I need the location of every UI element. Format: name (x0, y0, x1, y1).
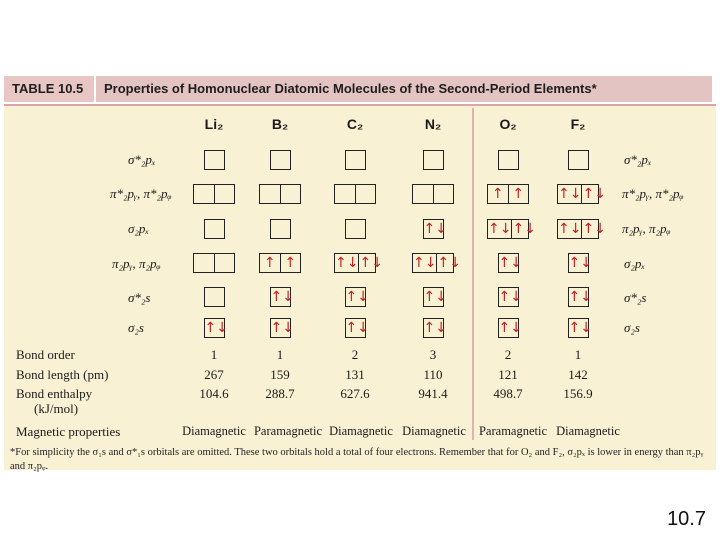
left-orbital-label: σ₂pₓ (128, 221, 150, 236)
right-orbital-label: σ₂pₓ (624, 256, 646, 271)
electron-pair: ↑↓ (423, 320, 447, 336)
col-head-b2: B₂ (271, 116, 289, 132)
magnetic-value: Diamagnetic (402, 424, 466, 438)
magnetic-value: Diamagnetic (182, 424, 246, 438)
electron-pair: ↑↓ (423, 221, 447, 237)
header-divider (4, 104, 716, 106)
orbital-box (345, 150, 366, 170)
magnetic-value: Diamagnetic (329, 424, 393, 438)
right-orbital-label: σ₂s (624, 320, 640, 335)
electron-pair: ↑↓ (498, 320, 522, 336)
bond-order-value: 1 (574, 347, 582, 362)
magnetic-value: Paramagnetic (478, 424, 548, 438)
electron-pair: ↑↓ (568, 255, 592, 271)
bond-enthalpy-value: 288.7 (265, 386, 295, 401)
left-orbital-label: σ₂s (128, 320, 144, 335)
orbital-box (204, 219, 225, 239)
electron-pair: ↑↓ (345, 320, 369, 336)
electron-pair (569, 151, 588, 169)
orbital-box (345, 318, 369, 338)
electron-pair (194, 254, 215, 272)
electron-pair: ↑↓ (359, 255, 383, 271)
orbital-box (270, 287, 294, 307)
bond-enthalpy-value: 104.6 (199, 386, 229, 401)
bond-order-value: 2 (504, 347, 512, 362)
electron-pair (215, 254, 235, 272)
magnetic-value: Paramagnetic (253, 424, 323, 438)
electron-pair: ↑↓ (558, 221, 582, 237)
col-head-n2: N₂ (424, 116, 442, 132)
orbital-box (345, 219, 366, 239)
orbital-box (423, 287, 447, 307)
bond-enthalpy-label: Bond enthalpy (16, 386, 93, 401)
orbital-box (498, 318, 522, 338)
electron-pair (205, 151, 224, 169)
electron-pair (335, 185, 356, 203)
orbital-box (498, 150, 519, 170)
electron-pair (346, 220, 365, 238)
right-orbital-label: σ*₂s (624, 290, 647, 305)
electron-pair: ↑↓ (498, 255, 522, 271)
bond-order-value: 1 (276, 347, 284, 362)
bond-length-value: 267 (204, 367, 224, 382)
electron-pair: ↑↓ (204, 320, 228, 336)
electron-pair (281, 185, 301, 203)
orbital-box (423, 318, 447, 338)
col-head-c2: C₂ (346, 116, 364, 132)
bond-enthalpy-value: 498.7 (493, 386, 523, 401)
orbital-box (498, 287, 522, 307)
bond-enthalpy-value: 627.6 (340, 386, 370, 401)
orbital-box (487, 184, 529, 204)
bond-order-label: Bond order (16, 347, 75, 362)
electron-pair: ↑↓ (270, 320, 294, 336)
electron-pair (215, 185, 235, 203)
right-orbital-label: π₂pᵧ, π₂pᵩ (622, 221, 671, 236)
orbital-box (568, 253, 592, 273)
orbital-box (412, 184, 454, 204)
bond-order-value: 3 (429, 347, 437, 362)
electron-pair (413, 185, 434, 203)
col-head-o2: O₂ (499, 116, 517, 132)
electron-pair (434, 185, 454, 203)
right-orbital-label: π*₂pᵧ, π*₂pᵩ (622, 186, 684, 201)
col-head-f2: F₂ (570, 116, 586, 132)
bond-order-value: 1 (210, 347, 218, 362)
orbital-box (204, 287, 225, 307)
orbital-box (568, 287, 592, 307)
left-orbital-label: π*₂pᵧ, π*₂pᵩ (110, 186, 172, 201)
electron-pair: ↑↓ (437, 255, 461, 271)
electron-pair (356, 185, 376, 203)
orbital-box (423, 150, 444, 170)
electron-pair (346, 151, 365, 169)
orbital-box (270, 318, 294, 338)
bond-length-value: 159 (270, 367, 290, 382)
electron-pair: ↑ (512, 186, 525, 202)
electron-pair (271, 151, 290, 169)
electron-pair (194, 185, 215, 203)
orbital-box (487, 219, 536, 239)
electron-pair (499, 151, 518, 169)
orbital-box (345, 287, 369, 307)
table-title: Properties of Homonuclear Diatomic Molecules of the Second-Period Elements* (96, 76, 712, 102)
electron-pair: ↑ (488, 185, 509, 203)
electron-pair: ↑↓ (345, 289, 369, 305)
electron-pair: ↑↓ (498, 289, 522, 305)
electron-pair: ↑↓ (568, 289, 592, 305)
electron-pair: ↑↓ (568, 320, 592, 336)
orbital-box (498, 253, 522, 273)
electron-pair: ↑ (284, 255, 297, 271)
electron-pair: ↑↓ (582, 221, 606, 237)
slide-number: 10.7 (667, 508, 706, 530)
electron-pair (424, 151, 443, 169)
orbital-box (193, 253, 235, 273)
orbital-box (270, 219, 291, 239)
bond-order-value: 2 (351, 347, 359, 362)
bond-length-value: 131 (345, 367, 365, 382)
orbital-box (334, 253, 383, 273)
bond-length-value: 121 (498, 367, 518, 382)
orbital-box (270, 150, 291, 170)
electron-pair: ↑↓ (488, 221, 512, 237)
electron-pair: ↑↓ (413, 255, 437, 271)
electron-pair: ↑ (260, 254, 281, 272)
table-footnote: *For simplicity the σ₁s and σ*₁s orbitals are omitted. These two orbitals hold a total of four electrons. Remember that for O₂ and F₂, σ₂pₓ is lower in energy than π₂pᵧ and π₂pᵩ. (10, 447, 704, 472)
orbital-box (334, 184, 376, 204)
orbital-box (568, 318, 592, 338)
electron-pair: ↑↓ (270, 289, 294, 305)
electron-pair: ↑↓ (512, 221, 536, 237)
right-orbital-label: σ*₂pₓ (624, 152, 652, 167)
bond-length-value: 142 (568, 367, 588, 382)
bond-enthalpy-value: 941.4 (418, 386, 448, 401)
left-orbital-label: σ*₂pₓ (128, 152, 156, 167)
electron-pair: ↑↓ (335, 255, 359, 271)
col-head-li2: Li₂ (204, 116, 224, 132)
electron-pair (271, 220, 290, 238)
electron-pair: ↑↓ (582, 186, 606, 202)
orbital-box (193, 184, 235, 204)
orbital-box (204, 150, 225, 170)
bond-enthalpy-value: 156.9 (563, 386, 593, 401)
orbital-box (557, 219, 606, 239)
bond-length-value: 110 (423, 367, 443, 382)
bond-enthalpy-unit: (kJ/mol) (34, 401, 79, 416)
orbital-box (557, 184, 606, 204)
left-orbital-label: σ*₂s (128, 290, 151, 305)
orbital-box (423, 219, 447, 239)
bond-length-label: Bond length (pm) (16, 367, 109, 382)
electron-pair (205, 220, 224, 238)
electron-pair (260, 185, 281, 203)
orbital-box (204, 318, 228, 338)
table-tag: TABLE 10.5 (4, 76, 94, 102)
orbital-box (259, 184, 301, 204)
magnetic-label: Magnetic properties (16, 424, 121, 439)
orbital-box (568, 150, 589, 170)
orbital-box (259, 253, 301, 273)
left-orbital-label: π₂pᵧ, π₂pᵩ (112, 256, 161, 271)
magnetic-value: Diamagnetic (556, 424, 620, 438)
electron-pair (205, 288, 224, 306)
electron-pair: ↑↓ (558, 186, 582, 202)
electron-pair: ↑↓ (423, 289, 447, 305)
orbital-box (412, 253, 461, 273)
n2-o2-divider (472, 108, 474, 440)
